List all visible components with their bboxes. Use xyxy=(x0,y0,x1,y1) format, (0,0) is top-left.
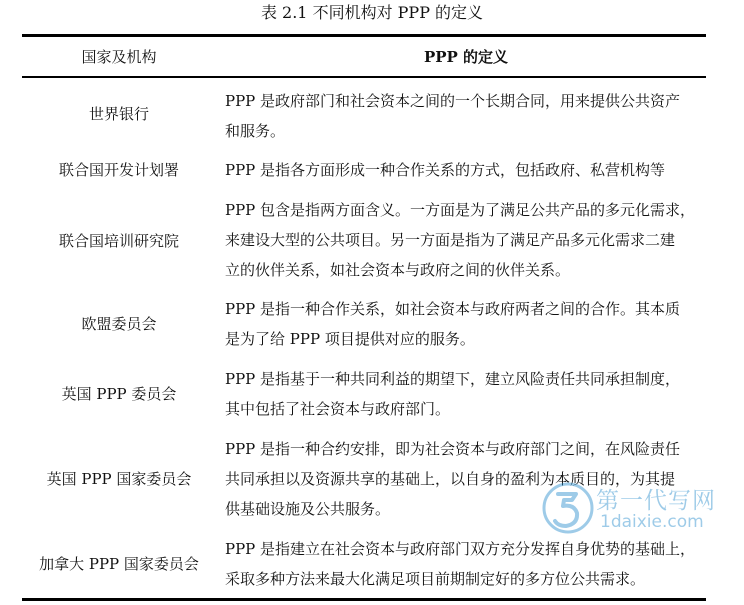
table-header-rule xyxy=(22,76,706,78)
table-caption: 表 2.1 不同机构对 PPP 的定义 xyxy=(260,3,484,22)
header-ppp-definition: PPP 的定义 xyxy=(423,48,509,66)
org-name: 加拿大 PPP 国家委员会 xyxy=(39,555,199,573)
org-name: 世界银行 xyxy=(88,105,149,123)
header-country-org: 国家及机构 xyxy=(81,48,157,66)
table-row xyxy=(22,195,706,285)
table-row xyxy=(22,86,706,146)
definition-text: PPP 是指建立在社会资本与政府部门双方充分发挥自身优势的基础上， 采取多种方法来最大化满足项目前期制定好的多方位公共需求。 xyxy=(225,540,696,588)
watermark-logo-icon xyxy=(540,478,596,538)
org-name: 欧盟委员会 xyxy=(81,315,157,333)
definition-text: PPP 是政府部门和社会资本之间的一个长期合同，用来提供公共资产 和服务。 xyxy=(225,92,681,140)
table-top-rule xyxy=(22,34,706,37)
definition-text: PPP 是指基于一种共同利益的期望下，建立风险责任共同承担制度， 其中包括了社会资本与政府部门。 xyxy=(225,370,681,418)
definition-text: PPP 是指一种合约安排，即为社会资本与政府部门之间，在风险责任 共同承担以及资源共享的基础上，以自身的盈利为本质目的，为其提 供基础设施及公共服务。 xyxy=(225,440,681,518)
watermark-cn: 第一代写网 xyxy=(596,488,716,514)
table-row xyxy=(22,534,706,594)
org-name: 英国 PPP 国家委员会 xyxy=(46,470,192,488)
table-bottom-rule xyxy=(22,598,706,601)
definition-text: PPP 是指一种合作关系，如社会资本与政府两者之间的合作。其本质 是为了给 PPP 项目提供对应的服务。 xyxy=(225,300,681,348)
org-name: 英国 PPP 委员会 xyxy=(61,385,177,403)
org-name: 联合国开发计划署 xyxy=(58,161,179,179)
org-name: 联合国培训研究院 xyxy=(58,232,179,250)
table-row xyxy=(22,155,706,185)
table-row xyxy=(22,364,706,424)
watermark-en: 1daixie.com xyxy=(600,512,704,532)
watermark xyxy=(540,478,740,538)
table-row xyxy=(22,294,706,354)
definition-text: PPP 是指各方面形成一种合作关系的方式，包括政府、私营机构等 xyxy=(225,161,666,179)
definition-text: PPP 包含是指两方面含义。一方面是为了满足公共产品的多元化需求， 来建设大型的公共项目。另一方面是指为了满足产品多元化需求二建 立的伙伴关系，如社会资本与政府之间的伙伴关系。 xyxy=(225,201,696,279)
